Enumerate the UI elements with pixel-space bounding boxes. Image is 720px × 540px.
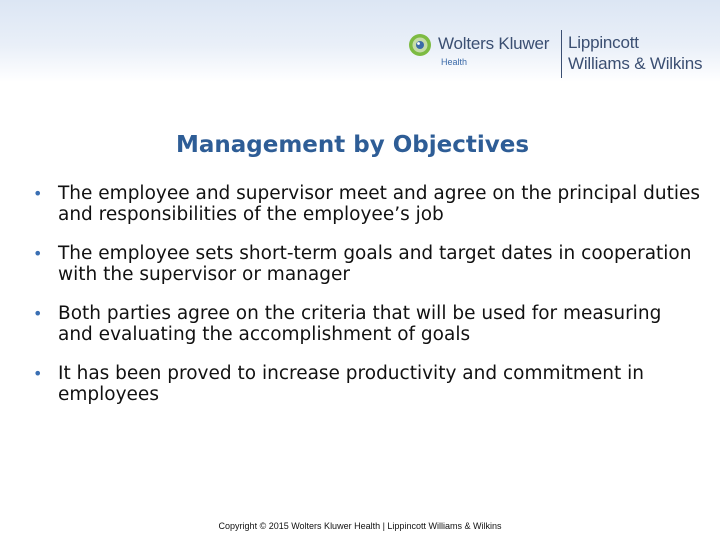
logo-lippincott [568, 32, 702, 74]
publisher-logo [408, 30, 718, 80]
bullet-text: It has been proved to increase productivity and commitment in employees [58, 363, 645, 405]
bullet-list [30, 184, 700, 424]
logo-lippincott-line1: Lippincott [568, 33, 639, 52]
bullet-item [30, 184, 700, 225]
bullet-text: Both parties agree on the criteria that will be used for measuring and evaluating the accomplishment of goals [58, 303, 662, 345]
logo-wolters-kluwer: Wolters Kluwer [438, 34, 550, 53]
bullet-text: The employee sets short-term goals and target dates in cooperation with the supervisor or manager [58, 243, 692, 285]
bullet-item [30, 364, 700, 405]
globe-logo-icon [408, 33, 432, 57]
bullet-dot-icon: • [33, 304, 43, 323]
bullet-dot-icon: • [33, 364, 43, 383]
logo-lippincott-line2: Williams & Wilkins [568, 54, 703, 73]
logo-health: Health [441, 57, 468, 67]
copyright-footer: Copyright © 2015 Wolters Kluwer Health | Lippincott Williams & Wilkins [218, 521, 502, 531]
bullet-text: The employee and supervisor meet and agree on the principal duties and responsibilities of the employee’s job [58, 183, 700, 225]
bullet-dot-icon: • [33, 184, 43, 203]
bullet-dot-icon: • [33, 244, 43, 263]
bullet-item [30, 304, 700, 345]
bullet-item [30, 244, 700, 285]
slide-title: Management by Objectives [175, 132, 530, 158]
logo-divider [561, 30, 562, 78]
